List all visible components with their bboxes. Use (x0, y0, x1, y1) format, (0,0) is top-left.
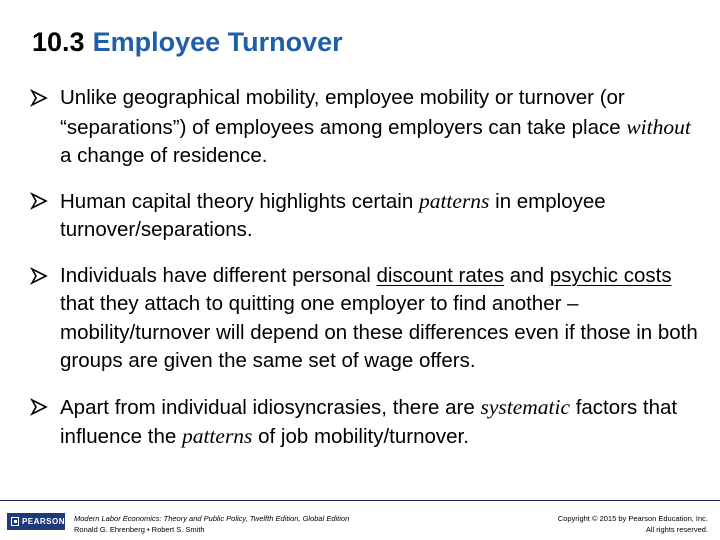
bullet-text-segment: without (626, 114, 691, 139)
copyright-notice (558, 513, 708, 535)
logo-text: PEARSON (21, 517, 65, 526)
copyright-line-2: All rights reserved. (645, 525, 708, 534)
bullet-text-segment: that they attach to quitting one employer to find another – mobility/turnover will depend on these differences even if those in both groups are given the same set of wage offers. (60, 292, 698, 372)
bullet-text-segment: Unlike geographical mobility, employee mobility or turnover (or “separations”) of employees among employers can take place (60, 86, 627, 139)
arrowhead-bullet-icon (30, 262, 48, 290)
bullet-text-segment: Apart from individual idiosyncrasies, there are (60, 395, 481, 419)
bullet-list (30, 84, 705, 452)
bullet-text-segment: a change of residence. (60, 144, 268, 167)
book-authors: Ronald G. Ehrenberg • Robert S. Smith (74, 525, 205, 534)
bullet-text-segment: Individuals have different personal (60, 263, 377, 287)
publisher-logo (7, 513, 65, 530)
bullet-text-segment: in employee turnover/separations. (60, 189, 606, 241)
bullet-text-segment: patterns (418, 188, 490, 213)
bullet-text-segment: factors that influence the (60, 395, 678, 448)
bullet-item (30, 187, 705, 245)
bullet-item (30, 393, 705, 452)
bullet-text-segment: discount rates (376, 263, 505, 287)
copyright-line-1: Copyright © 2015 by Pearson Education, Inc. (557, 514, 708, 523)
pearson-logo-icon (11, 517, 19, 526)
bullet-text-segment: and (504, 263, 550, 287)
book-citation (74, 513, 349, 535)
bullet-text-segment: patterns (181, 424, 253, 448)
arrowhead-bullet-icon (30, 187, 48, 215)
bullet-item (30, 262, 705, 376)
bullet-text-segment: systematic (480, 394, 571, 419)
bullet-text-segment: psychic costs (549, 263, 672, 287)
bullet-text-segment: of job mobility/turnover. (252, 425, 469, 448)
book-title: Modern Labor Economics: Theory and Public Policy, Twelfth Edition, Global Edition (74, 514, 350, 523)
slide-title (32, 24, 343, 60)
title-text: Employee Turnover (92, 27, 343, 57)
bullet-text-segment: Human capital theory highlights certain (60, 189, 419, 213)
bullet-item (30, 84, 705, 171)
footer-divider (0, 500, 720, 501)
arrowhead-bullet-icon (30, 393, 48, 421)
section-number: 10.3 (32, 27, 85, 57)
arrowhead-bullet-icon (30, 84, 48, 112)
